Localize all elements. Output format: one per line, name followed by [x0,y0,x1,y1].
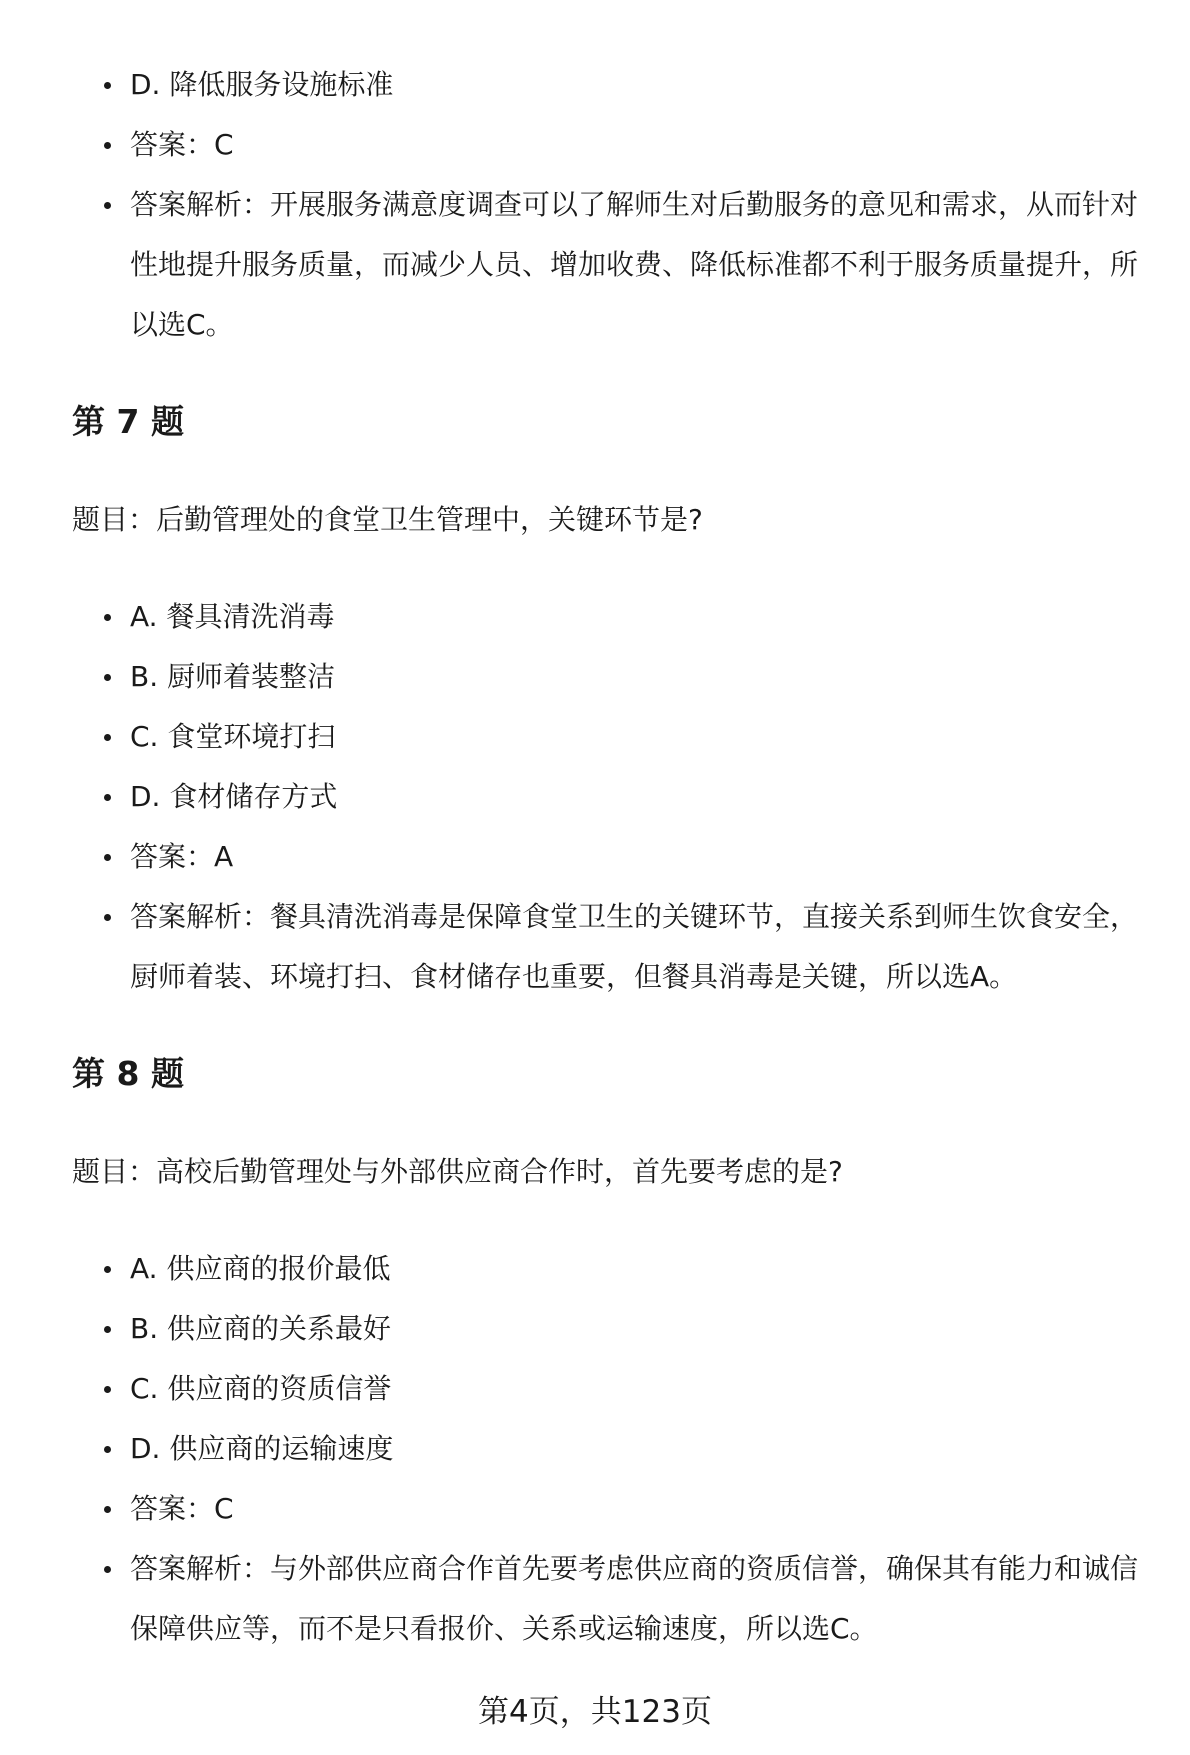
option-a: A. 供应商的报价最低 [72,1239,1162,1299]
answer: 答案：C [72,115,1162,175]
answer-explanation: 答案解析：餐具清洗消毒是保障食堂卫生的关键环节，直接关系到师生饮食安全，厨师着装、环境打扫、食材储存也重要，但餐具消毒是关键，所以选A。 [72,887,1162,1007]
answer-explanation: 答案解析：与外部供应商合作首先要考虑供应商的资质信誉，确保其有能力和诚信保障供应等，而不是只看报价、关系或运输速度，所以选C。 [72,1539,1162,1659]
option-c: C. 供应商的资质信誉 [72,1359,1162,1419]
option-b: B. 供应商的关系最好 [72,1299,1162,1359]
option-d: D. 供应商的运输速度 [72,1419,1162,1479]
question-heading-7: 第 7 题 [72,402,184,441]
prev-question-list [72,55,1162,355]
answer: 答案：A [72,827,1162,887]
question-7-list [72,587,1162,1007]
option-d: D. 食材储存方式 [72,767,1162,827]
option-c: C. 食堂环境打扫 [72,707,1162,767]
question-heading-8: 第 8 题 [72,1054,184,1093]
answer-explanation: 答案解析：开展服务满意度调查可以了解师生对后勤服务的意见和需求，从而针对性地提升服务质量，而减少人员、增加收费、降低标准都不利于服务质量提升，所以选C。 [72,175,1162,355]
page-number: 第4页，共123页 [478,1694,712,1730]
option-a: A. 餐具清洗消毒 [72,587,1162,647]
question-stem-8: 题目：高校后勤管理处与外部供应商合作时，首先要考虑的是? [72,1155,843,1188]
question-8-list [72,1239,1162,1659]
answer: 答案：C [72,1479,1162,1539]
option-b: B. 厨师着装整洁 [72,647,1162,707]
option-d: D. 降低服务设施标准 [72,55,1162,115]
question-stem-7: 题目：后勤管理处的食堂卫生管理中，关键环节是? [72,503,703,536]
